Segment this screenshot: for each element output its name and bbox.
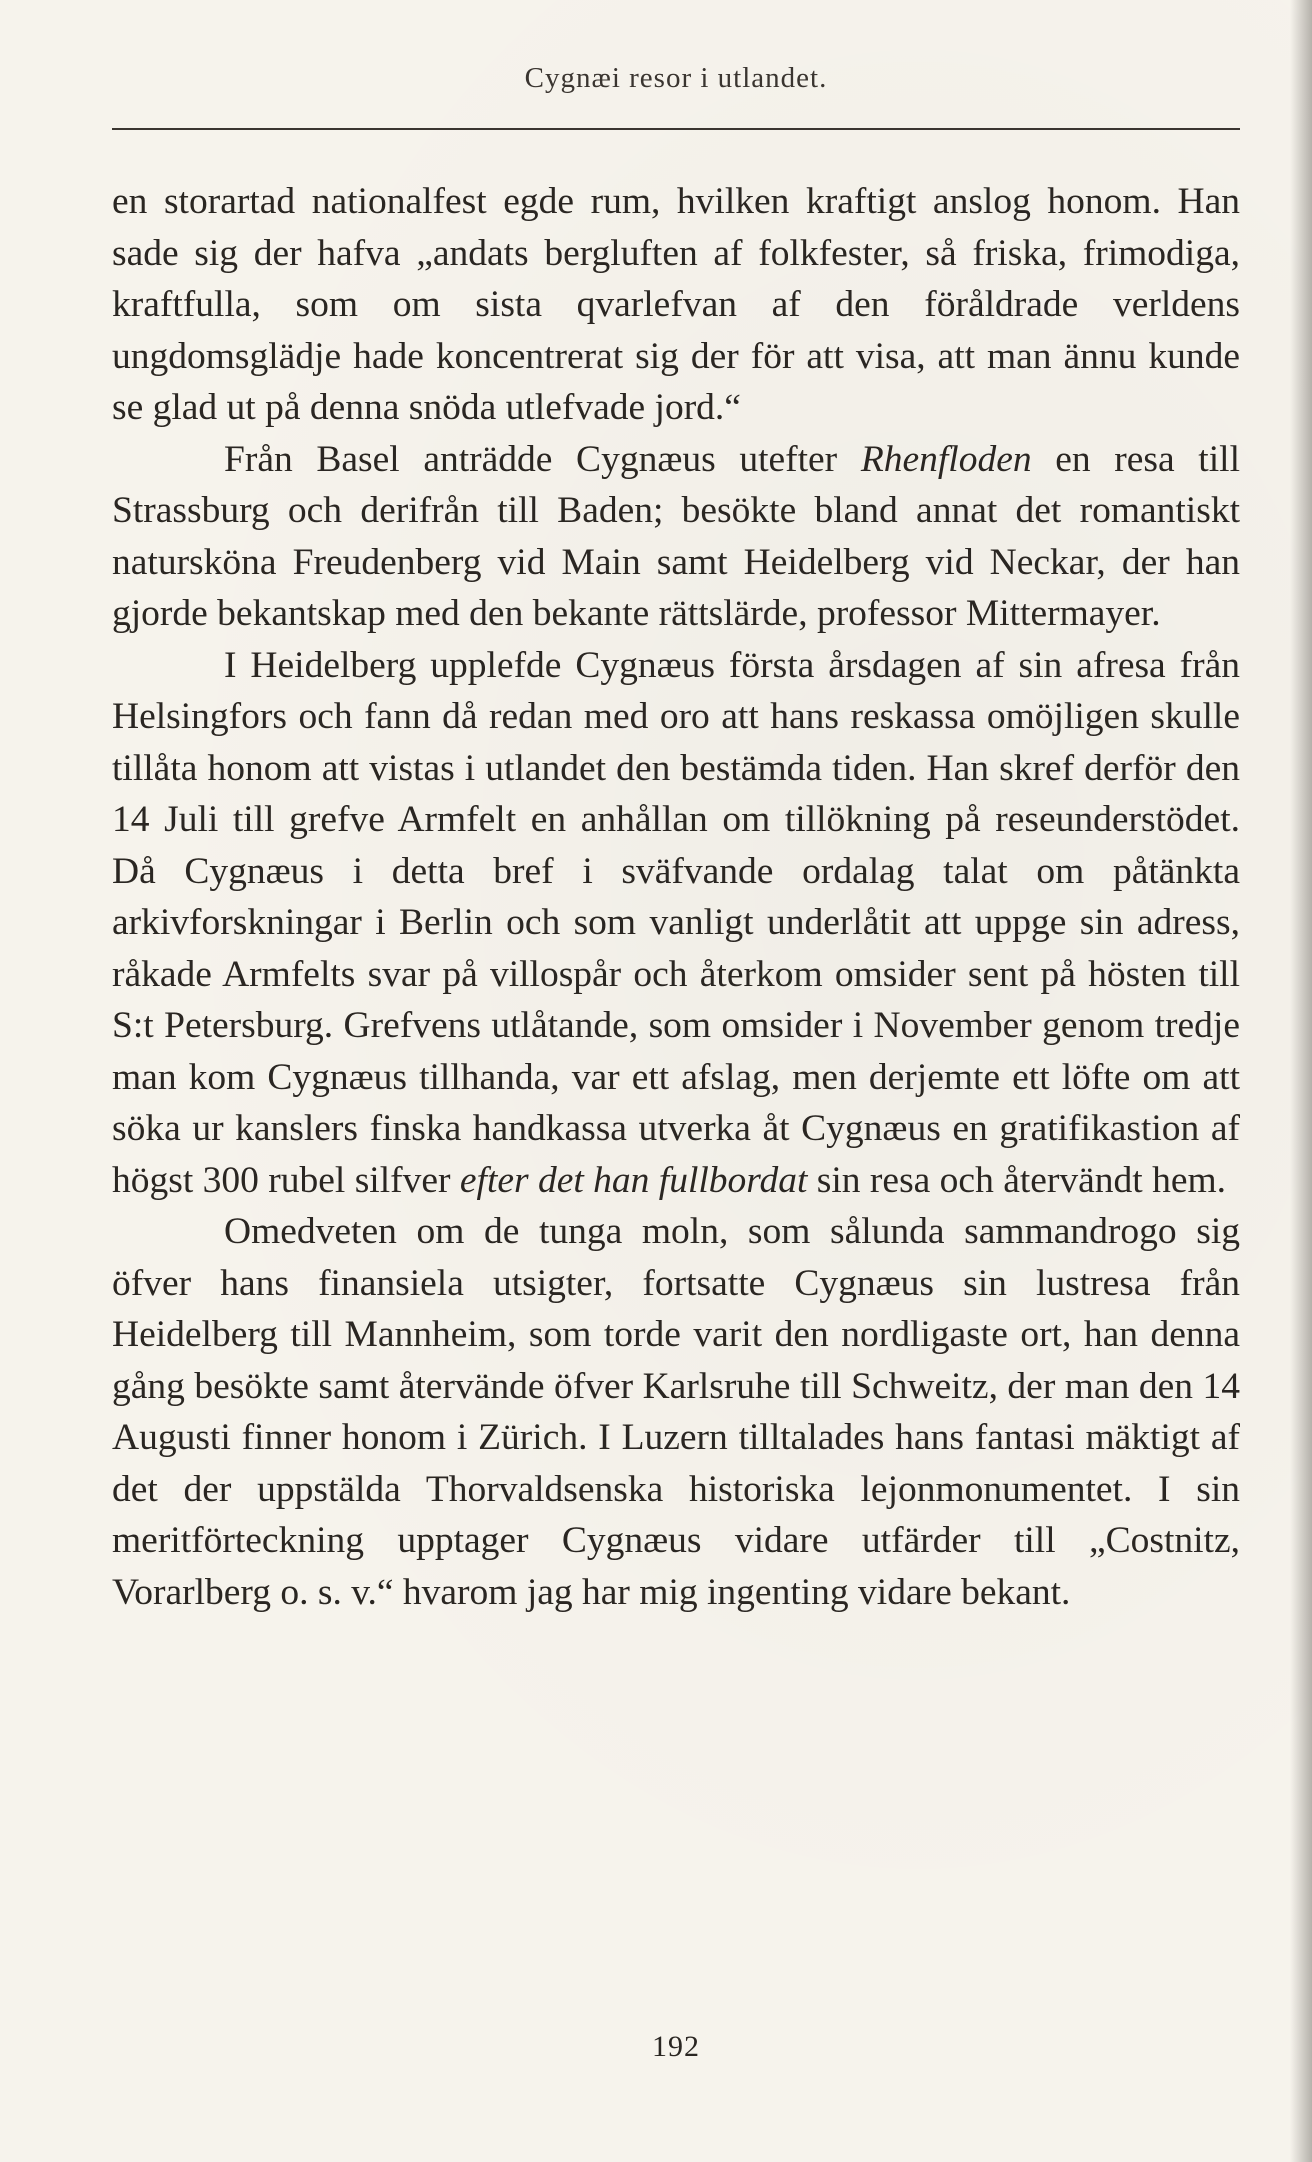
paragraph-1: en storartad nationalfest egde rum, hvilken kraftigt anslog honom. Han sade sig der hafva „andats bergluften af folkfester, så friska, frimodiga, kraftfulla, som om sista qvarlefvan af den föråldrade verldens ungdomsglädje hade koncentrerat sig der för att visa, att man ännu kunde se glad ut på denna snöda utlefvade jord.“ xyxy=(112,181,1240,428)
paragraph-2-end: en resa till Strassburg och derifrån till Baden; besökte bland annat det romantiskt natursköna Freudenberg vid Main samt Heidelberg vid Neckar, der han gjorde bekantskap med den bekante rättslärde, professor Mittermayer. xyxy=(112,438,1240,634)
paragraph-2-italic: Rhenfloden xyxy=(860,438,1032,480)
paragraph-3-italic: efter det han fullbordat xyxy=(459,1159,808,1201)
page-edge-shadow xyxy=(1290,0,1312,2162)
paragraph-2-start: Från Basel anträdde Cygnæus utefter xyxy=(224,438,861,480)
header-rule xyxy=(112,128,1240,130)
paragraph-2 xyxy=(112,434,1240,640)
page-number: 192 xyxy=(652,2030,700,2063)
paragraph-3-end: sin resa och återvändt hem. xyxy=(807,1159,1227,1201)
body-text xyxy=(112,176,1240,1618)
running-title: Cygnæi resor i utlandet. xyxy=(524,62,828,94)
paragraph-4: Omedveten om de tunga moln, som sålunda sammandrogo sig öfver hans finansiela utsigter, fortsatte Cygnæus sin lustresa från Heidelberg till Mannheim, som torde varit den nordligaste ort, han denna gång besökte samt återvände öfver Karlsruhe till Schweitz, der man den 14 Augusti finner honom i Zürich. I Luzern tilltalades hans fantasi mäktigt af det der uppstälda Thorvaldsenska historiska lejonmonumentet. I sin meritförteckning upptager Cygnæus vidare utfärder till „Costnitz, Vorarlberg o. s. v.“ hvarom jag har mig ingenting vidare bekant. xyxy=(112,1211,1240,1613)
paragraph-3 xyxy=(112,640,1240,1207)
paragraph-3-start: I Heidelberg upplefde Cygnæus första årsdagen af sin afresa från Helsingfors och fann då redan med oro att hans reskassa omöjligen skulle tillåta honom att vistas i utlandet den bestämda tiden. Han skref derför den 14 Juli till grefve Armfelt en anhållan om tillökning på reseunderstödet. Då Cygnæus i detta bref i sväfvande ordalag talat om påtänkta arkivforskningar i Berlin och som vanligt underlåtit att uppge sin adress, råkade Armfelts svar på villospår och återkom omsider sent på hösten till S:t Petersburg. Grefvens utlåtande, som omsider i November genom tredje man kom Cygnæus tillhanda, var ett afslag, men derjemte ett löfte om att söka ur kanslers finska handkassa utverka åt Cygnæus en gratifikastion af högst 300 rubel silfver xyxy=(112,644,1240,1201)
